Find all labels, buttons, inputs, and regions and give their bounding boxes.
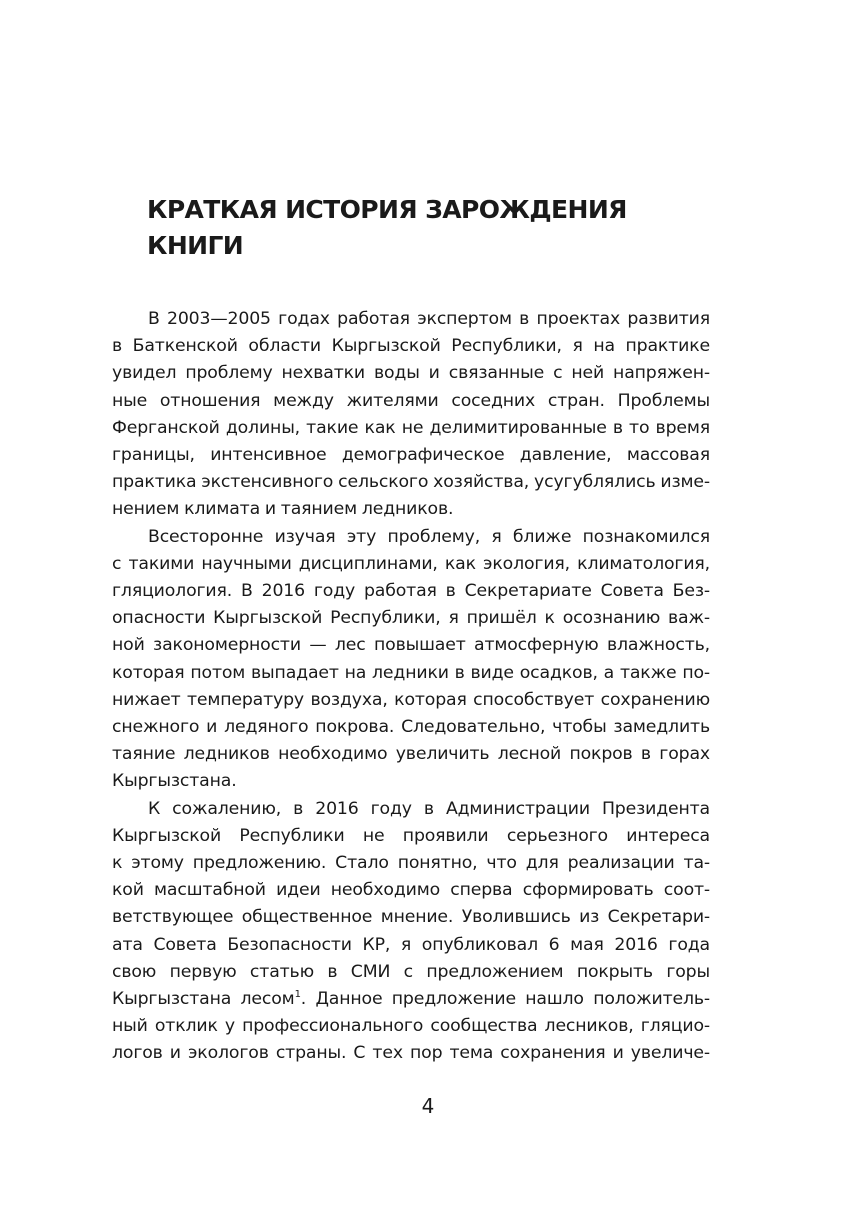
- text-line-with-footnote: [112, 986, 710, 1013]
- text-line: увидел проблему нехватки воды и связанные с ней напряжен-: [112, 363, 710, 384]
- text-line: ной закономерности — лес повышает атмосферную влажность,: [112, 635, 710, 656]
- paragraph-3: [112, 796, 710, 1068]
- paragraph-2: [112, 524, 710, 796]
- footnote-marker[interactable]: 1: [294, 989, 301, 1001]
- text-line: нением климата и таянием ледников.: [112, 499, 454, 520]
- text-line: к этому предложению. Стало понятно, что для реализации та-: [112, 853, 710, 874]
- text-line: Всесторонне изучая эту проблему, я ближе познакомился: [148, 526, 710, 547]
- page-number: 4: [421, 1094, 435, 1118]
- text-line: ный отклик у профессионального сообщества лесников, гляцио-: [112, 1016, 710, 1037]
- text-line: с такими научными дисциплинами, как экология, климатология,: [112, 553, 710, 574]
- paragraph-1: [112, 306, 710, 524]
- text-line: ные отношения между жителями соседних стран. Проблемы: [112, 390, 710, 411]
- text-line: свою первую статью в СМИ с предложением покрыть горы: [112, 961, 710, 982]
- text-line: ата Совета Безопасности КР, я опубликовал 6 мая 2016 года: [112, 934, 710, 955]
- text-line: логов и экологов страны. С тех пор тема сохранения и увеличе-: [112, 1043, 710, 1064]
- text-line: ветствующее общественное мнение. Уволившись из Секретари-: [112, 907, 710, 928]
- text-line: которая потом выпадает на ледники в виде осадков, а также по-: [112, 662, 710, 683]
- chapter-title-line-2: КНИГИ: [147, 231, 244, 260]
- text-line: таяние ледников необходимо увеличить лесной покров в горах: [112, 744, 710, 765]
- text-line: гляциология. В 2016 году работая в Секретариате Совета Без-: [112, 581, 710, 602]
- page-content: [112, 192, 710, 1068]
- text-fragment: . Данное предложение нашло положитель-: [300, 989, 710, 1010]
- chapter-title-line-1: КРАТКАЯ ИСТОРИЯ ЗАРОЖДЕНИЯ: [147, 195, 627, 224]
- text-line: нижает температуру воздуха, которая способствует сохранению: [112, 689, 710, 710]
- text-line: практика экстенсивного сельского хозяйства, усугублялись изме-: [112, 472, 710, 493]
- text-line: кой масштабной идеи необходимо сперва сформировать соот-: [112, 880, 710, 901]
- text-fragment: Кыргызстана лесом: [112, 989, 295, 1010]
- chapter-title: [147, 192, 710, 264]
- text-line: Кыргызской Республики не проявили серьезного интереса: [112, 825, 710, 846]
- text-line: границы, интенсивное демографическое давление, массовая: [112, 445, 710, 466]
- text-line: опасности Кыргызской Республики, я пришёл к осознанию важ-: [112, 608, 710, 629]
- text-line: В 2003—2005 годах работая экспертом в проектах развития: [148, 309, 710, 329]
- body-text: [112, 306, 710, 1068]
- text-line: снежного и ледяного покрова. Следовательно, чтобы замедлить: [112, 717, 710, 738]
- text-line: в Баткенской области Кыргызской Республики, я на практике: [112, 336, 710, 357]
- text-line: Ферганской долины, такие как не делимитированные в то время: [112, 417, 710, 438]
- text-line: Кыргызстана.: [112, 771, 237, 792]
- text-line: К сожалению, в 2016 году в Администрации Президента: [148, 798, 710, 819]
